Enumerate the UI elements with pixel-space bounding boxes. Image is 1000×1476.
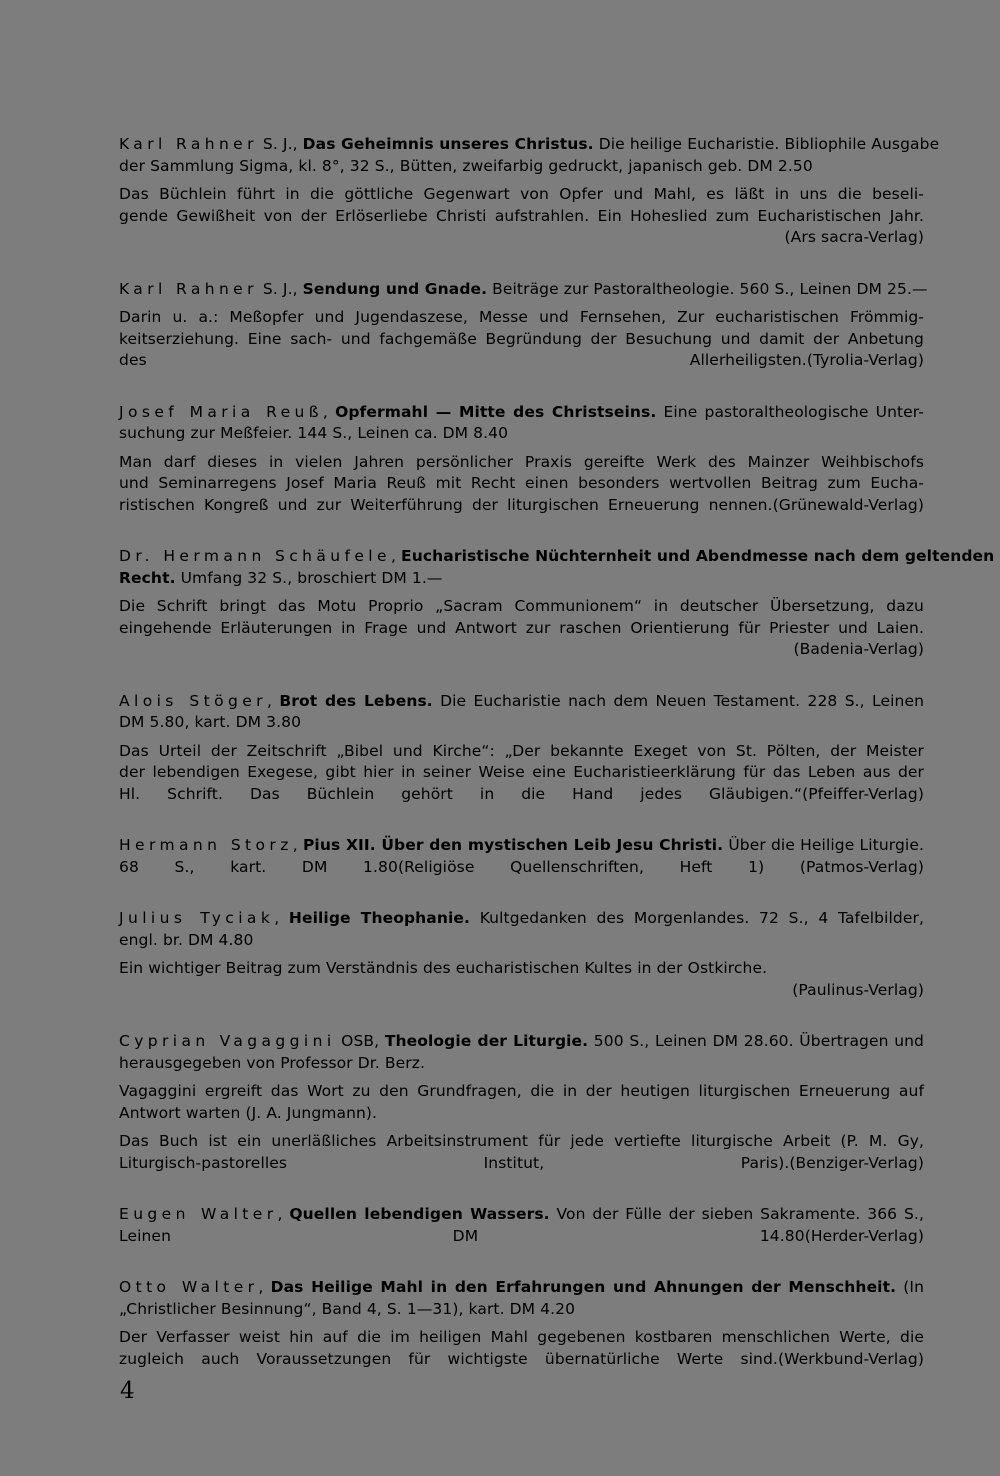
book-entry <box>119 835 924 878</box>
author-name: Alois Stöger <box>119 691 267 710</box>
book-entry <box>119 134 940 249</box>
biblio-line: der Sammlung Sigma, kl. 8°, 32 S., Bütten, zweifarbig gedruckt, japanisch geb. DM 2.50 <box>119 156 813 175</box>
biblio-text: Kultgedanken des Morgenlandes. 72 S., 4 Tafelbilder, <box>470 909 924 927</box>
description <box>119 452 924 517</box>
book-title: Das Heilige Mahl in den Erfahrungen und Ahnungen der Menschheit. <box>270 1278 897 1296</box>
book-entry <box>119 1204 924 1247</box>
author-name: Hermann Storz <box>119 836 293 854</box>
book-title-cont: Recht. <box>119 568 176 587</box>
book-entry <box>119 402 924 517</box>
page-number: 4 <box>120 1378 135 1404</box>
author-name: Cyprian Vagaggini <box>119 1032 336 1050</box>
biblio-line: herausgegeben von Professor Dr. Berz. <box>119 1053 425 1072</box>
description-line: Die Schrift bringt das Motu Proprio „Sacram Communionem“ in deutscher Übersetzung, dazu <box>119 597 924 615</box>
description-line: Das Buch ist ein unerläßliches Arbeitsinstrument für jede vertiefte liturgische Arbeit (P. M. Gy, <box>119 1132 924 1150</box>
author-name: Josef Maria Reuß <box>119 402 323 421</box>
entry-heading-line: Julius Tyciak, Heilige Theophanie. Kultgedanken des Morgenlandes. 72 S., 4 Tafelbilder, <box>119 909 924 927</box>
book-entry <box>119 279 928 372</box>
biblio-line <box>119 568 924 590</box>
biblio-text: Umfang 32 S., broschiert DM 1.— <box>175 568 443 587</box>
book-entry <box>119 1031 924 1174</box>
entry-heading-line: Alois Stöger, Brot des Lebens. Die Eucharistie nach dem Neuen Testament. 228 S., Leinen <box>119 691 924 710</box>
description-line: zugleich auch Voraussetzungen für wichtigste übernatürliche Werte sind.(Werkbund-Verlag) <box>119 1349 924 1368</box>
book-title: Opfermahl — Mitte des Christseins. <box>335 402 657 421</box>
publisher: (Benziger-Verlag) <box>789 1153 924 1172</box>
publisher: (Tyrolia-Verlag) <box>806 351 924 369</box>
description-line: Vagaggini ergreift das Wort zu den Grundfragen, die in der heutigen liturgischen Erneuerung auf <box>119 1082 924 1100</box>
biblio-text: (In <box>896 1278 924 1296</box>
publisher: (Herder-Verlag) <box>804 1226 924 1245</box>
publisher: (Patmos-Verlag) <box>799 857 924 876</box>
description-line: Liturgisch-pastorelles Institut, Paris).(Benziger-Verlag) <box>119 1153 924 1172</box>
book-title: Quellen lebendigen Wassers. <box>289 1205 550 1223</box>
description-line: Darin u. a.: Meßopfer und Jugendaszese, Messe und Fernsehen, Zur eucharistischen Frömmig- <box>119 308 924 326</box>
description-line: ristischen Kongreß und zur Weiterführung der liturgischen Erneuerung nennen.(Grünewald-Verlag) <box>119 495 924 514</box>
author-name: Otto Walter <box>119 1278 259 1296</box>
biblio-text: Eine pastoraltheologische Unter- <box>656 402 924 421</box>
book-title: Heilige Theophanie. <box>288 909 471 927</box>
description-line: Der Verfasser weist hin auf die im heiligen Mahl gegebenen kostbaren menschlichen Werte, die <box>119 1328 924 1346</box>
book-entry <box>119 546 995 661</box>
book-title: Sendung und Gnade. <box>302 279 488 298</box>
entry-heading-line: Karl Rahner S. J., Sendung und Gnade. Beiträge zur Pastoraltheologie. 560 S., Leinen DM 25.— <box>119 279 928 298</box>
publisher: (Pfeiffer-Verlag) <box>802 784 924 803</box>
biblio-text: Über die Heilige Liturgie. <box>723 836 924 854</box>
book-entry <box>119 908 924 1001</box>
biblio-line: suchung zur Meßfeier. 144 S., Leinen ca. DM 8.40 <box>119 424 509 442</box>
entry-heading-line: Cyprian Vagaggini OSB, Theologie der Liturgie. 500 S., Leinen DM 28.60. Übertragen und <box>119 1032 924 1050</box>
description <box>119 741 924 806</box>
publisher: (Badenia-Verlag) <box>793 640 924 658</box>
entry-heading-line: Eugen Walter, Quellen lebendigen Wassers. Von der Fülle der sieben Sakramente. 366 S., <box>119 1205 924 1223</box>
book-title: Brot des Lebens. <box>279 691 433 710</box>
author-name: Eugen Walter <box>119 1205 278 1223</box>
author-name: Julius Tyciak <box>119 909 275 927</box>
publisher: (Grünewald-Verlag) <box>772 495 924 514</box>
description-line: Hl. Schrift. Das Büchlein gehört in die Hand jedes Gläubigen.“(Pfeiffer-Verlag) <box>119 784 924 803</box>
description <box>119 1131 924 1174</box>
description-line: Das Büchlein führt in die göttliche Gegenwart von Opfer und Mahl, es läßt in uns die beseli- <box>119 185 924 203</box>
description-line: Das Urteil der Zeitschrift „Bibel und Kirche“: „Der bekannte Exeget von St. Pölten, der Meister <box>119 741 924 760</box>
book-list <box>119 134 995 1400</box>
book-title: Das Geheimnis unseres Christus. <box>302 135 594 153</box>
biblio-line: engl. br. DM 4.80 <box>119 930 254 949</box>
biblio-line: 68 S., kart. DM 1.80(Religiöse Quellenschriften, Heft 1) (Patmos-Verlag) <box>119 857 924 876</box>
biblio-text: Die Eucharistie nach dem Neuen Testament. 228 S., Leinen <box>432 691 924 710</box>
biblio-line: DM 5.80, kart. DM 3.80 <box>119 713 302 731</box>
book-title: Theologie der Liturgie. <box>384 1032 589 1050</box>
entry-heading-line: Josef Maria Reuß, Opfermahl — Mitte des Christseins. Eine pastoraltheologische Unter- <box>119 402 924 421</box>
description-line: gende Gewißheit von der Erlöserliebe Christi aufstrahlen. Ein Hoheslied zum Eucharistischen Jahr. <box>119 206 924 225</box>
entry-heading-line: Karl Rahner S. J., Das Geheimnis unseres Christus. Die heilige Eucharistie. Bibliophile Ausgabe <box>119 135 940 153</box>
book-title: Pius XII. Über den mystischen Leib Jesu Christi. <box>302 836 724 854</box>
author-name: Karl Rahner <box>119 279 258 298</box>
biblio-text: 500 S., Leinen DM 28.60. Übertragen und <box>588 1032 924 1050</box>
description <box>119 307 924 372</box>
publisher: (Ars sacra-Verlag) <box>784 228 924 246</box>
biblio-line: „Christlicher Besinnung“, Band 4, S. 1—31), kart. DM 4.20 <box>119 1299 576 1318</box>
description-line: eingehende Erläuterungen in Frage und Antwort zur raschen Orientierung für Priester und Laien. <box>119 618 924 637</box>
biblio-text: Beiträge zur Pastoraltheologie. 560 S., Leinen DM 25.— <box>487 279 928 298</box>
description <box>119 184 924 227</box>
description-line: Ein wichtiger Beitrag zum Verständnis des eucharistischen Kultes in der Ostkirche. <box>119 959 768 977</box>
book-entry <box>119 1277 924 1370</box>
description <box>119 1327 924 1370</box>
series-info: (Religiöse Quellenschriften, Heft 1) (Patmos-Verlag) <box>397 857 924 876</box>
description-line: keitserziehung. Eine sach- und fachgemäße Begründung der Besuchung und damit der Anbetung <box>119 329 924 348</box>
description <box>119 1081 924 1124</box>
biblio-text: Die heilige Eucharistie. Bibliophile Ausgabe <box>593 135 940 153</box>
description-line: des Allerheiligsten.(Tyrolia-Verlag) <box>119 351 924 369</box>
description <box>119 596 924 639</box>
biblio-line: Leinen DM 14.80(Herder-Verlag) <box>119 1226 924 1245</box>
publisher: (Paulinus-Verlag) <box>792 980 924 999</box>
description-line: Man darf dieses in vielen Jahren persönlicher Praxis gereifte Werk des Mainzer Weihbischofs <box>119 452 924 471</box>
author-name: Dr. Hermann Schäufele <box>119 547 391 565</box>
entry-heading-line: Dr. Hermann Schäufele, Eucharistische Nüchternheit und Abendmesse nach dem geltenden <box>119 547 995 565</box>
entry-heading-line: Hermann Storz, Pius XII. Über den mystischen Leib Jesu Christi. Über die Heilige Liturgie. <box>119 836 924 854</box>
book-title: Eucharistische Nüchternheit und Abendmesse nach dem geltenden <box>401 547 995 565</box>
description-line: und Seminarregens Josef Maria Reuß mit Recht einen besonders wertvollen Beitrag zum Eucha- <box>119 474 924 492</box>
description <box>119 958 924 980</box>
author-name: Karl Rahner <box>119 135 258 153</box>
book-entry <box>119 691 924 806</box>
entry-heading-line: Otto Walter, Das Heilige Mahl in den Erfahrungen und Ahnungen der Menschheit. (In <box>119 1278 924 1296</box>
publisher: (Werkbund-Verlag) <box>777 1349 924 1368</box>
biblio-text: Von der Fülle der sieben Sakramente. 366 S., <box>549 1205 924 1223</box>
description-line: Antwort warten (J. A. Jungmann). <box>119 1103 378 1122</box>
description-line: der lebendigen Exegese, gibt hier in seiner Weise eine Eucharistieerklärung für das Leben aus der <box>119 763 924 781</box>
